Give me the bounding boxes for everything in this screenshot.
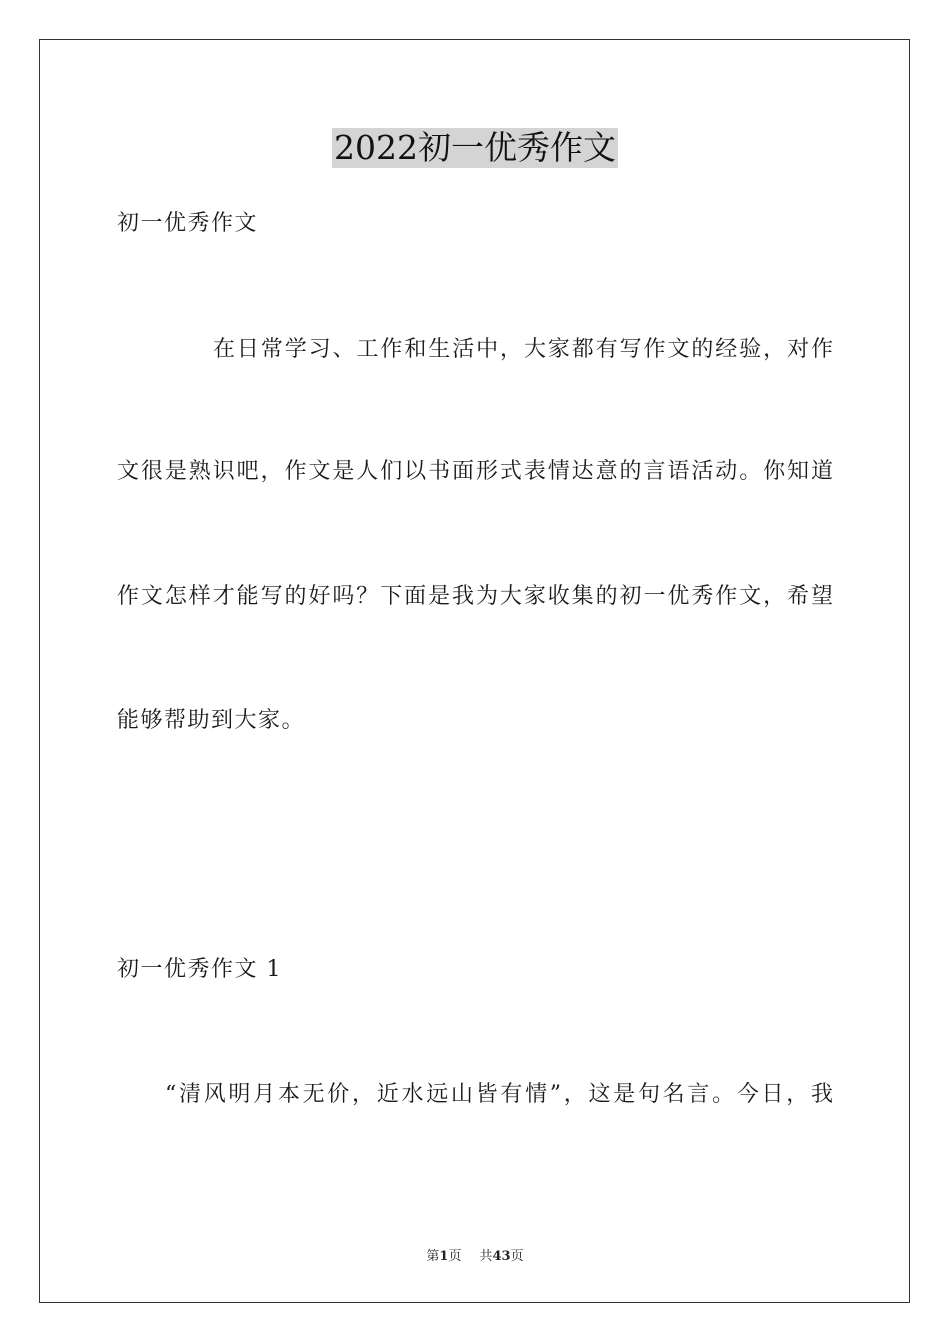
footer-total-pages: 43 xyxy=(492,1249,511,1264)
intro-line-2: 文很是熟识吧，作文是人们以书面形式表情达意的言语活动。你知道 xyxy=(117,459,833,484)
intro-line-3: 作文怎样才能写的好吗？下面是我为大家收集的初一优秀作文，希望 xyxy=(117,584,833,609)
page-footer xyxy=(0,1248,950,1266)
section-heading: 初一优秀作文 1 xyxy=(117,957,282,982)
footer-page-suffix: 页 xyxy=(448,1249,462,1264)
footer-page-number: 1 xyxy=(439,1249,449,1264)
document-title: 2022初一优秀作文 xyxy=(334,128,616,167)
title-container xyxy=(0,128,950,168)
intro-line-1: 在日常学习、工作和生活中，大家都有写作文的经验，对作 xyxy=(213,337,833,362)
footer-page-prefix: 第 xyxy=(426,1249,440,1264)
footer-total-prefix: 共 xyxy=(479,1249,493,1264)
footer-total-suffix: 页 xyxy=(510,1249,524,1264)
document-heading: 初一优秀作文 xyxy=(117,211,259,236)
section-line-1: “清风明月本无价，近水远山皆有情”，这是句名言。今日，我 xyxy=(165,1082,833,1107)
intro-line-4: 能够帮助到大家。 xyxy=(117,708,306,733)
